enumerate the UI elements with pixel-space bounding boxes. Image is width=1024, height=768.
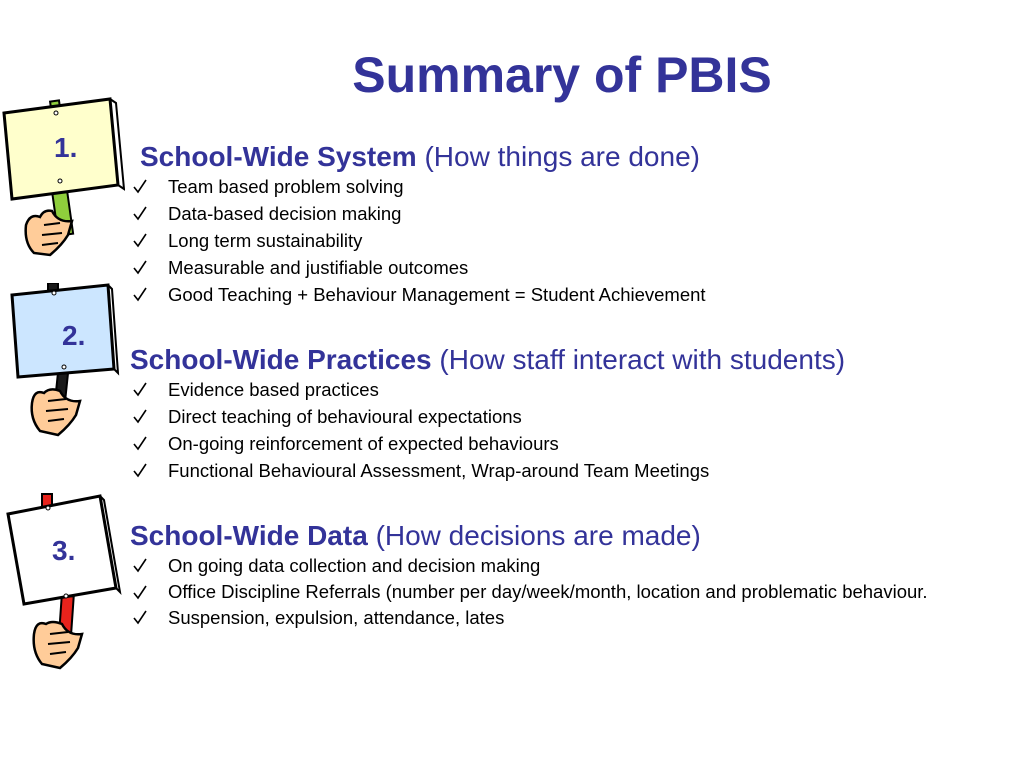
section-school-wide-practices bbox=[130, 343, 1010, 487]
checkmark-icon bbox=[132, 230, 148, 251]
list-item: Functional Behavioural Assessment, Wrap-around Team Meetings bbox=[130, 460, 1010, 481]
checkmark-icon bbox=[132, 607, 148, 628]
section-school-wide-data bbox=[130, 519, 1010, 634]
list-item: Data-based decision making bbox=[130, 203, 1010, 224]
section-heading-bold: School-Wide Practices bbox=[130, 344, 432, 375]
section-heading bbox=[130, 519, 1010, 553]
bullet-list bbox=[130, 379, 1010, 481]
bullet-list bbox=[130, 176, 1010, 305]
checkmark-icon bbox=[132, 379, 148, 400]
slide-title: Summary of PBIS bbox=[352, 47, 772, 103]
list-item: Measurable and justifiable outcomes bbox=[130, 257, 1010, 278]
checkmark-icon bbox=[132, 176, 148, 197]
checkmark-icon bbox=[132, 555, 148, 576]
sign-2 bbox=[0, 283, 125, 443]
hand-icon bbox=[32, 389, 80, 435]
section-heading bbox=[130, 140, 1010, 174]
checkmark-icon bbox=[132, 433, 148, 454]
section-heading-bold: School-Wide System bbox=[140, 141, 417, 172]
sign-3 bbox=[0, 492, 125, 682]
checkmark-icon bbox=[132, 203, 148, 224]
section-heading-rest: (How staff interact with students) bbox=[439, 344, 846, 375]
list-item: Long term sustainability bbox=[130, 230, 1010, 251]
checkmark-icon bbox=[132, 582, 148, 603]
list-item: On-going reinforcement of expected behaviours bbox=[130, 433, 1010, 454]
list-item: Direct teaching of behavioural expectations bbox=[130, 406, 1010, 427]
hand-icon bbox=[34, 622, 82, 668]
checkmark-icon bbox=[132, 284, 148, 305]
list-item: Good Teaching + Behaviour Management = Student Achievement bbox=[130, 284, 1010, 305]
list-item: Suspension, expulsion, attendance, lates bbox=[130, 607, 1010, 628]
list-item: Evidence based practices bbox=[130, 379, 1010, 400]
sign-number: 3. bbox=[52, 535, 76, 566]
checkmark-icon bbox=[132, 257, 148, 278]
section-school-wide-system bbox=[130, 140, 1010, 311]
section-heading-bold: School-Wide Data bbox=[130, 520, 368, 551]
list-item: Office Discipline Referrals (number per day/week/month, location and problematic behaviour. bbox=[130, 582, 1010, 601]
sign-1 bbox=[0, 95, 125, 260]
sign-number: 2. bbox=[62, 320, 86, 351]
section-heading-rest: (How decisions are made) bbox=[375, 520, 701, 551]
section-heading bbox=[130, 343, 1010, 377]
list-item: Team based problem solving bbox=[130, 176, 1010, 197]
checkmark-icon bbox=[132, 406, 148, 427]
section-heading-rest: (How things are done) bbox=[424, 141, 700, 172]
bullet-list bbox=[130, 555, 1010, 628]
list-item: On going data collection and decision making bbox=[130, 555, 1010, 576]
checkmark-icon bbox=[132, 460, 148, 481]
sign-number: 1. bbox=[54, 132, 78, 163]
